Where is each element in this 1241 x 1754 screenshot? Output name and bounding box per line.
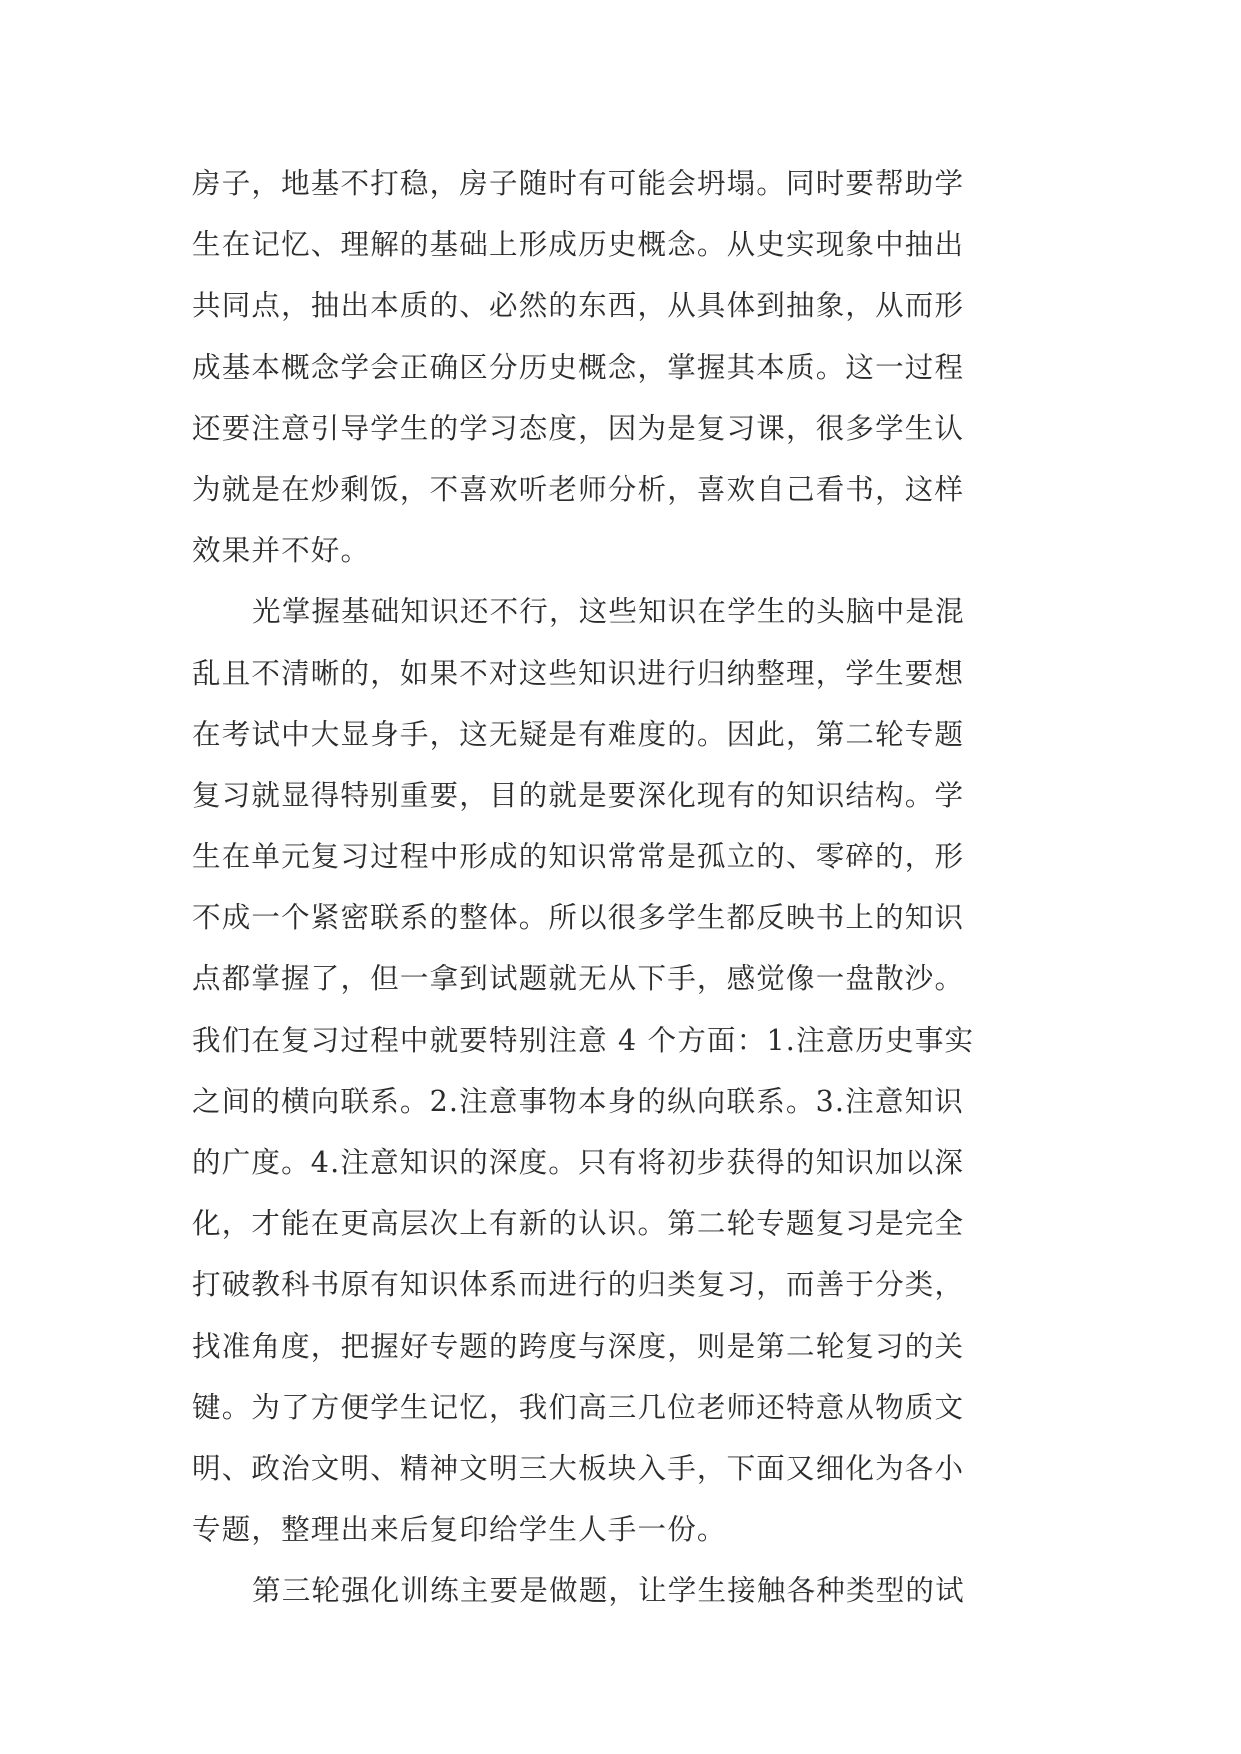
text-line: 共同点，抽出本质的、必然的东西，从具体到抽象，从而形 bbox=[192, 289, 965, 323]
text-line: 明、政治文明、精神文明三大板块入手，下面又细化为各小 bbox=[192, 1451, 965, 1485]
text-line: 专题，整理出来后复印给学生人手一份。 bbox=[192, 1513, 727, 1547]
text-line: 在考试中大显身手，这无疑是有难度的。因此，第二轮专题 bbox=[192, 717, 965, 751]
text-line: 还要注意引导学生的学习态度，因为是复习课，很多学生认 bbox=[192, 411, 965, 445]
text-line: 找准角度，把握好专题的跨度与深度，则是第二轮复习的关 bbox=[192, 1329, 965, 1363]
text-line: 生在记忆、理解的基础上形成历史概念。从史实现象中抽出 bbox=[192, 228, 965, 262]
text-line: 键。为了方便学生记忆，我们高三几位老师还特意从物质文 bbox=[192, 1390, 965, 1424]
text-line: 为就是在炒剩饭，不喜欢听老师分析，喜欢自己看书，这样 bbox=[192, 472, 965, 506]
text-line: 化，才能在更高层次上有新的认识。第二轮专题复习是完全 bbox=[192, 1207, 965, 1241]
text-line: 生在单元复习过程中形成的知识常常是孤立的、零碎的，形 bbox=[192, 840, 965, 874]
text-line: 效果并不好。 bbox=[192, 534, 371, 568]
text-line: 之间的横向联系。2.注意事物本身的纵向联系。3.注意知识 bbox=[192, 1084, 964, 1118]
text-line: 点都掌握了，但一拿到试题就无从下手，感觉像一盘散沙。 bbox=[192, 962, 965, 996]
document-body-text bbox=[192, 153, 1052, 1622]
text-line: 的广度。4.注意知识的深度。只有将初步获得的知识加以深 bbox=[192, 1146, 965, 1179]
text-line: 打破教科书原有知识体系而进行的归类复习，而善于分类， bbox=[192, 1268, 965, 1302]
paragraph-first-line: 第三轮强化训练主要是做题，让学生接触各种类型的试 bbox=[252, 1574, 965, 1608]
text-line: 不成一个紧密联系的整体。所以很多学生都反映书上的知识 bbox=[192, 901, 965, 935]
paragraph-first-line: 光掌握基础知识还不行，这些知识在学生的头脑中是混 bbox=[252, 595, 965, 629]
text-line: 房子，地基不打稳，房子随时有可能会坍塌。同时要帮助学 bbox=[192, 167, 965, 200]
text-line: 我们在复习过程中就要特别注意 4 个方面：1.注意历史事实 bbox=[192, 1023, 975, 1057]
text-line: 乱且不清晰的，如果不对这些知识进行归纳整理，学生要想 bbox=[192, 656, 965, 690]
text-line: 复习就显得特别重要，目的就是要深化现有的知识结构。学 bbox=[192, 778, 965, 812]
text-line: 成基本概念学会正确区分历史概念，掌握其本质。这一过程 bbox=[192, 350, 965, 384]
